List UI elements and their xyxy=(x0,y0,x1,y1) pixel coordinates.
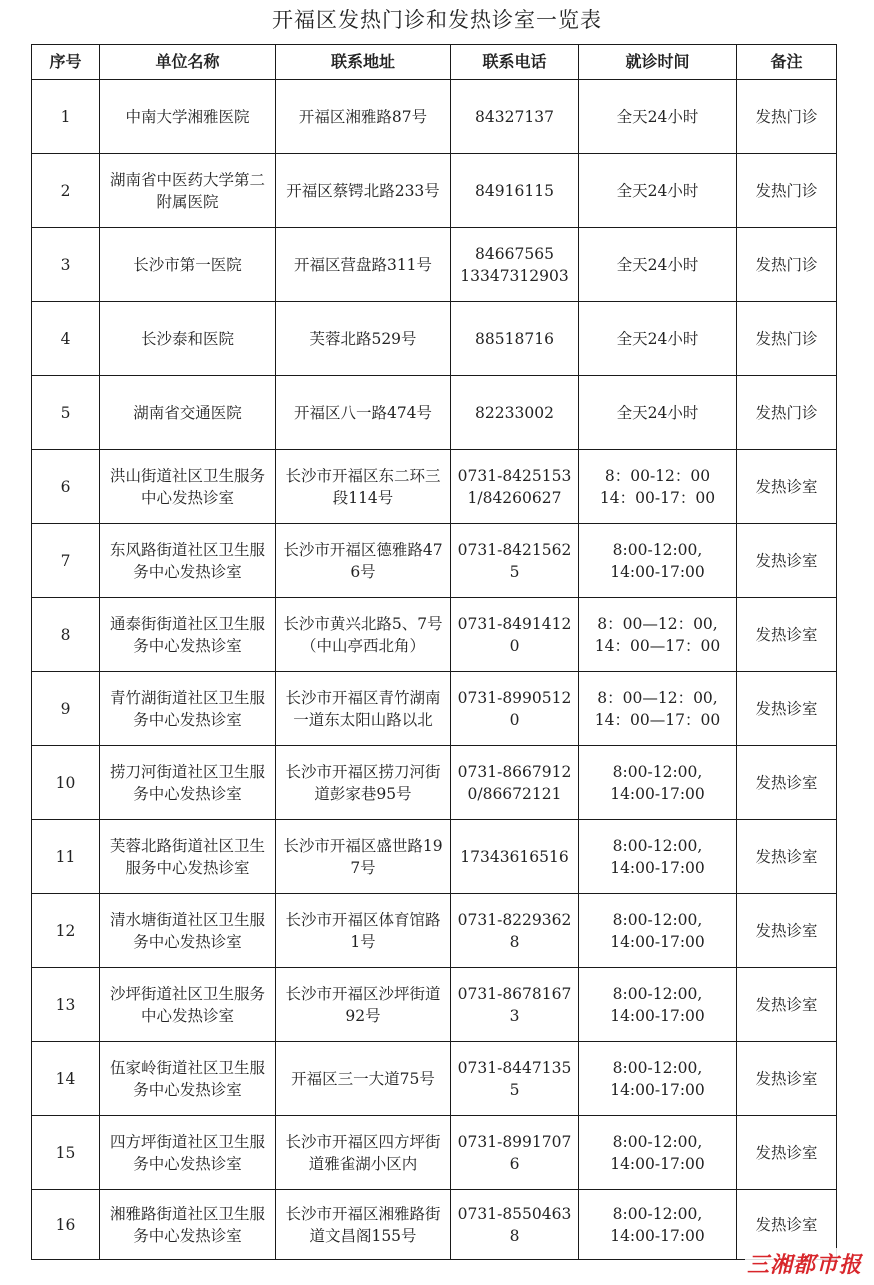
cell-no: 6 xyxy=(32,450,100,524)
cell-unit-name: 通泰街街道社区卫生服务中心发热诊室 xyxy=(100,598,276,672)
cell-no: 8 xyxy=(32,598,100,672)
cell-hours-line: 全天24小时 xyxy=(616,181,699,200)
cell-hours-line: 8：00-12：00 xyxy=(604,466,711,485)
cell-phone xyxy=(451,302,579,376)
cell-address: 长沙市开福区四方坪街道雅雀湖小区内 xyxy=(276,1116,451,1190)
cell-no: 14 xyxy=(32,1042,100,1116)
cell-address: 开福区营盘路311号 xyxy=(276,228,451,302)
cell-hours-line: 8:00-12:00, xyxy=(612,1058,703,1077)
table-row xyxy=(32,154,837,228)
table-row xyxy=(32,376,837,450)
cell-hours-line: 14:00-17:00 xyxy=(610,562,705,581)
cell-phone xyxy=(451,1190,579,1260)
cell-address: 长沙市开福区沙坪街道92号 xyxy=(276,968,451,1042)
cell-hours xyxy=(579,894,737,968)
cell-unit-name: 湖南省交通医院 xyxy=(100,376,276,450)
cell-hours-line: 14:00-17:00 xyxy=(610,1154,705,1173)
cell-address: 开福区八一路474号 xyxy=(276,376,451,450)
table-row xyxy=(32,1042,837,1116)
cell-note: 发热诊室 xyxy=(737,1190,837,1260)
cell-address: 长沙市开福区盛世路197号 xyxy=(276,820,451,894)
cell-hours xyxy=(579,1042,737,1116)
cell-hours xyxy=(579,80,737,154)
cell-address: 长沙市开福区湘雅路街道文昌阁155号 xyxy=(276,1190,451,1260)
cell-address: 长沙市黄兴北路5、7号（中山亭西北角） xyxy=(276,598,451,672)
cell-unit-name: 四方坪街道社区卫生服务中心发热诊室 xyxy=(100,1116,276,1190)
cell-hours xyxy=(579,376,737,450)
cell-unit-name: 洪山街道社区卫生服务中心发热诊室 xyxy=(100,450,276,524)
cell-phone-line: 13347312903 xyxy=(460,266,569,285)
cell-unit-name: 捞刀河街道社区卫生服务中心发热诊室 xyxy=(100,746,276,820)
cell-no: 16 xyxy=(32,1190,100,1260)
cell-hours-line: 全天24小时 xyxy=(616,107,699,126)
cell-note: 发热门诊 xyxy=(737,302,837,376)
table-row xyxy=(32,746,837,820)
cell-unit-name: 青竹湖街道社区卫生服务中心发热诊室 xyxy=(100,672,276,746)
cell-unit-name: 长沙市第一医院 xyxy=(100,228,276,302)
cell-phone xyxy=(451,672,579,746)
cell-address: 开福区湘雅路87号 xyxy=(276,80,451,154)
fever-clinic-table xyxy=(31,44,837,1260)
cell-hours xyxy=(579,1190,737,1260)
cell-address: 开福区三一大道75号 xyxy=(276,1042,451,1116)
cell-address: 长沙市开福区德雅路476号 xyxy=(276,524,451,598)
cell-phone-line: 0731-89917076 xyxy=(457,1132,572,1173)
cell-phone xyxy=(451,524,579,598)
cell-phone-line: 82233002 xyxy=(475,403,554,422)
cell-no: 5 xyxy=(32,376,100,450)
cell-no: 11 xyxy=(32,820,100,894)
table-row xyxy=(32,228,837,302)
header-hours: 就诊时间 xyxy=(579,45,737,80)
cell-unit-name: 清水塘街道社区卫生服务中心发热诊室 xyxy=(100,894,276,968)
table-body xyxy=(32,80,837,1260)
cell-hours-line: 8：00—12：00, xyxy=(597,614,718,633)
cell-address: 长沙市开福区体育馆路1号 xyxy=(276,894,451,968)
cell-hours xyxy=(579,450,737,524)
cell-hours-line: 14:00-17:00 xyxy=(610,1080,705,1099)
cell-phone xyxy=(451,968,579,1042)
cell-phone-line: 0731-86679120/86672121 xyxy=(457,762,572,803)
table-row xyxy=(32,1190,837,1260)
cell-phone xyxy=(451,80,579,154)
cell-phone xyxy=(451,228,579,302)
cell-phone-line: 0731-85504638 xyxy=(457,1204,572,1245)
cell-phone-line: 0731-82293628 xyxy=(457,910,572,951)
cell-phone-line: 0731-84914120 xyxy=(457,614,572,655)
cell-phone xyxy=(451,820,579,894)
cell-phone xyxy=(451,894,579,968)
cell-phone-line: 84327137 xyxy=(475,107,554,126)
cell-no: 2 xyxy=(32,154,100,228)
cell-hours-line: 8:00-12:00, xyxy=(612,1132,703,1151)
cell-unit-name: 湖南省中医药大学第二附属医院 xyxy=(100,154,276,228)
cell-address: 长沙市开福区捞刀河街道彭家巷95号 xyxy=(276,746,451,820)
table-row xyxy=(32,1116,837,1190)
table-row xyxy=(32,524,837,598)
cell-hours-line: 14:00-17:00 xyxy=(610,1006,705,1025)
table-row xyxy=(32,820,837,894)
cell-note: 发热门诊 xyxy=(737,154,837,228)
cell-hours-line: 全天24小时 xyxy=(616,329,699,348)
document-title: 开福区发热门诊和发热诊室一览表 xyxy=(272,8,602,32)
cell-unit-name: 沙坪街道社区卫生服务中心发热诊室 xyxy=(100,968,276,1042)
cell-hours-line: 8:00-12:00, xyxy=(612,836,703,855)
cell-hours-line: 8:00-12:00, xyxy=(612,910,703,929)
cell-unit-name: 长沙泰和医院 xyxy=(100,302,276,376)
cell-address: 长沙市开福区青竹湖南一道东太阳山路以北 xyxy=(276,672,451,746)
cell-hours-line: 8:00-12:00, xyxy=(612,984,703,1003)
cell-hours-line: 8:00-12:00, xyxy=(612,1204,703,1223)
cell-address: 芙蓉北路529号 xyxy=(276,302,451,376)
cell-phone xyxy=(451,1116,579,1190)
header-no: 序号 xyxy=(32,45,100,80)
table-header-row xyxy=(32,45,837,80)
cell-no: 10 xyxy=(32,746,100,820)
cell-hours-line: 14:00-17:00 xyxy=(610,784,705,803)
cell-hours-line: 14:00-17:00 xyxy=(610,858,705,877)
cell-unit-name: 湘雅路街道社区卫生服务中心发热诊室 xyxy=(100,1190,276,1260)
cell-unit-name: 芙蓉北路街道社区卫生服务中心发热诊室 xyxy=(100,820,276,894)
cell-hours-line: 全天24小时 xyxy=(616,403,699,422)
cell-phone-line: 84667565 xyxy=(475,244,554,263)
cell-hours-line: 14:00-17:00 xyxy=(610,932,705,951)
table-row xyxy=(32,302,837,376)
cell-phone xyxy=(451,598,579,672)
cell-phone xyxy=(451,154,579,228)
cell-note: 发热诊室 xyxy=(737,894,837,968)
cell-hours xyxy=(579,524,737,598)
cell-phone-line: 17343616516 xyxy=(460,847,569,866)
cell-hours xyxy=(579,154,737,228)
cell-no: 1 xyxy=(32,80,100,154)
table-row xyxy=(32,450,837,524)
table-row xyxy=(32,968,837,1042)
header-phone: 联系电话 xyxy=(451,45,579,80)
cell-note: 发热诊室 xyxy=(737,524,837,598)
cell-unit-name: 东风路街道社区卫生服务中心发热诊室 xyxy=(100,524,276,598)
cell-phone-line: 0731-89905120 xyxy=(457,688,572,729)
cell-phone-line: 0731-84471355 xyxy=(457,1058,572,1099)
cell-no: 3 xyxy=(32,228,100,302)
cell-no: 13 xyxy=(32,968,100,1042)
cell-note: 发热门诊 xyxy=(737,228,837,302)
header-name: 单位名称 xyxy=(100,45,276,80)
cell-note: 发热诊室 xyxy=(737,672,837,746)
cell-phone-line: 0731-84215625 xyxy=(457,540,572,581)
cell-hours xyxy=(579,746,737,820)
cell-note: 发热诊室 xyxy=(737,1042,837,1116)
table-row xyxy=(32,598,837,672)
cell-hours xyxy=(579,968,737,1042)
cell-no: 12 xyxy=(32,894,100,968)
cell-hours xyxy=(579,672,737,746)
cell-hours-line: 8:00-12:00, xyxy=(612,540,703,559)
cell-address: 长沙市开福区东二环三段114号 xyxy=(276,450,451,524)
cell-hours-line: 8:00-12:00, xyxy=(612,762,703,781)
cell-phone-line: 84916115 xyxy=(475,181,554,200)
cell-hours xyxy=(579,302,737,376)
header-note: 备注 xyxy=(737,45,837,80)
cell-no: 7 xyxy=(32,524,100,598)
cell-phone-line: 0731-86781673 xyxy=(457,984,572,1025)
cell-note: 发热诊室 xyxy=(737,968,837,1042)
table-row xyxy=(32,80,837,154)
cell-phone xyxy=(451,376,579,450)
cell-hours xyxy=(579,1116,737,1190)
cell-hours-line: 14：00—17：00 xyxy=(594,636,721,655)
cell-note: 发热诊室 xyxy=(737,598,837,672)
cell-note: 发热门诊 xyxy=(737,80,837,154)
cell-phone xyxy=(451,450,579,524)
cell-phone-line: 88518716 xyxy=(475,329,554,348)
cell-hours-line: 全天24小时 xyxy=(616,255,699,274)
cell-note: 发热诊室 xyxy=(737,450,837,524)
table-row xyxy=(32,894,837,968)
cell-unit-name: 伍家岭街道社区卫生服务中心发热诊室 xyxy=(100,1042,276,1116)
cell-address: 开福区蔡锷北路233号 xyxy=(276,154,451,228)
cell-note: 发热诊室 xyxy=(737,820,837,894)
cell-note: 发热诊室 xyxy=(737,746,837,820)
cell-note: 发热诊室 xyxy=(737,1116,837,1190)
cell-hours-line: 14：00-17：00 xyxy=(599,488,716,507)
cell-note: 发热门诊 xyxy=(737,376,837,450)
cell-hours xyxy=(579,820,737,894)
cell-phone xyxy=(451,746,579,820)
header-address: 联系地址 xyxy=(276,45,451,80)
cell-phone-line: 0731-84251531/84260627 xyxy=(457,466,572,507)
cell-phone xyxy=(451,1042,579,1116)
cell-hours-line: 14:00-17:00 xyxy=(610,1226,705,1245)
cell-hours-line: 14：00—17：00 xyxy=(594,710,721,729)
cell-no: 4 xyxy=(32,302,100,376)
cell-unit-name: 中南大学湘雅医院 xyxy=(100,80,276,154)
table-row xyxy=(32,672,837,746)
cell-no: 9 xyxy=(32,672,100,746)
cell-hours-line: 8：00—12：00, xyxy=(597,688,718,707)
newspaper-logo: 三湘都市报 xyxy=(745,1248,864,1279)
cell-hours xyxy=(579,228,737,302)
cell-no: 15 xyxy=(32,1116,100,1190)
cell-hours xyxy=(579,598,737,672)
